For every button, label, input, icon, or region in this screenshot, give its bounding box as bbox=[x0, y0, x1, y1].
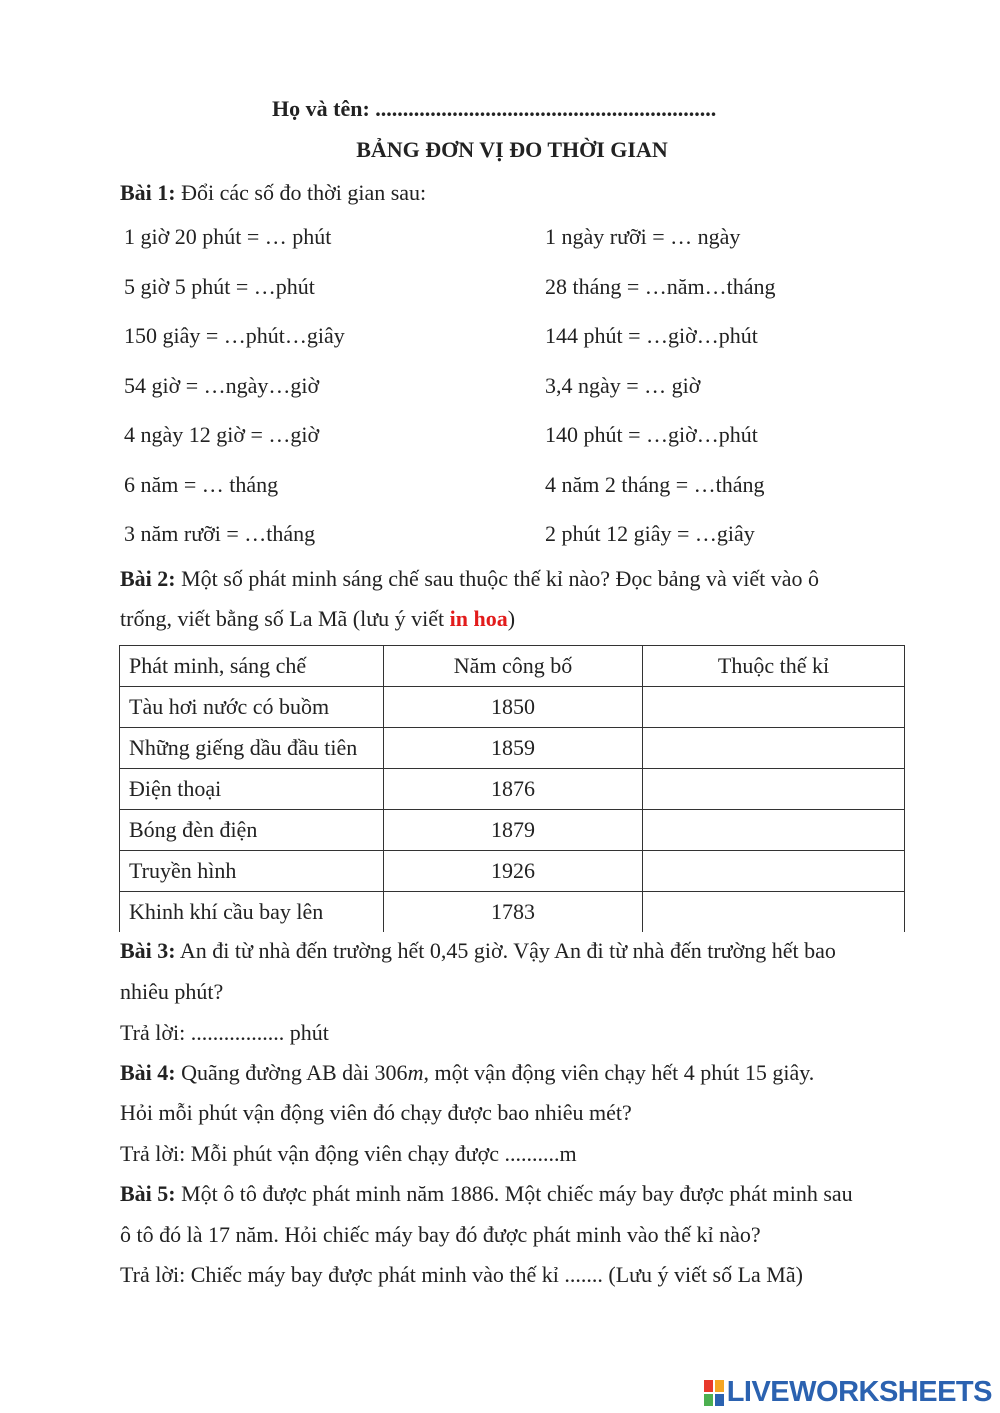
exercise-5-line1: Một ô tô được phát minh năm 1886. Một chiếc máy bay được phát minh sau bbox=[175, 1181, 853, 1206]
table-row bbox=[120, 687, 905, 728]
century-answer-cell[interactable] bbox=[643, 687, 905, 728]
year-cell: 1926 bbox=[384, 851, 643, 892]
century-answer-cell[interactable] bbox=[643, 892, 905, 933]
conversion-item[interactable]: 28 tháng = …năm…tháng bbox=[545, 274, 776, 299]
exercise-2-line1: Một số phát minh sáng chế sau thuộc thế kỉ nào? Đọc bảng và viết vào ô bbox=[175, 566, 819, 591]
exercise-1-label: Bài 1: bbox=[120, 180, 176, 205]
exercise-2-line2-close: ) bbox=[507, 606, 516, 631]
exercise-5-prompt bbox=[120, 1181, 853, 1207]
year-cell: 1783 bbox=[384, 892, 643, 933]
conversion-item[interactable]: 4 ngày 12 giờ = …giờ bbox=[124, 422, 320, 447]
table-row bbox=[120, 810, 905, 851]
name-dots[interactable]: .............................................................. bbox=[375, 96, 717, 121]
exercise-4-line2: Hỏi mỗi phút vận động viên đó chạy được bao nhiêu mét? bbox=[120, 1100, 632, 1125]
invention-cell: Bóng đèn điện bbox=[120, 810, 384, 851]
table-header-cell: Phát minh, sáng chế bbox=[120, 646, 384, 687]
century-answer-cell[interactable] bbox=[643, 810, 905, 851]
exercise-4-answer[interactable]: Trả lời: Mỗi phút vận động viên chạy được ..........m bbox=[120, 1141, 577, 1166]
invention-cell: Điện thoại bbox=[120, 769, 384, 810]
uppercase-emphasis: in hoa bbox=[449, 606, 508, 631]
exercise-5-line2: ô tô đó là 17 năm. Hỏi chiếc máy bay đó được phát minh vào thế kỉ nào? bbox=[120, 1222, 761, 1247]
exercise-4-prompt bbox=[120, 1060, 814, 1086]
name-label: Họ và tên: bbox=[272, 96, 376, 121]
conversion-item[interactable]: 4 năm 2 tháng = …tháng bbox=[545, 472, 765, 497]
exercise-1-prompt bbox=[120, 180, 426, 206]
exercise-2-line2-text: trống, viết bằng số La Mã (lưu ý viết bbox=[120, 606, 450, 631]
exercise-3-prompt bbox=[120, 938, 836, 964]
table-row bbox=[120, 728, 905, 769]
conversion-item[interactable]: 5 giờ 5 phút = …phút bbox=[124, 274, 315, 299]
conversion-item[interactable]: 140 phút = …giờ…phút bbox=[545, 422, 758, 447]
exercise-3-line2: nhiêu phút? bbox=[120, 979, 224, 1004]
exercise-3-line1: An đi từ nhà đến trường hết 0,45 giờ. Vậy An đi từ nhà đến trường hết bao bbox=[175, 938, 836, 963]
exercise-2-label: Bài 2: bbox=[120, 566, 176, 591]
year-cell: 1876 bbox=[384, 769, 643, 810]
exercise-1-text: Đổi các số đo thời gian sau: bbox=[175, 180, 427, 205]
invention-cell: Những giếng dầu đầu tiên bbox=[120, 728, 384, 769]
conversion-item[interactable]: 2 phút 12 giây = …giây bbox=[545, 521, 755, 546]
table-row bbox=[120, 892, 905, 933]
table-row bbox=[120, 851, 905, 892]
conversion-item[interactable]: 6 năm = … tháng bbox=[124, 472, 279, 497]
century-answer-cell[interactable] bbox=[643, 769, 905, 810]
exercise-3-label: Bài 3: bbox=[120, 938, 176, 963]
unit-meter: m bbox=[407, 1060, 424, 1085]
conversion-item[interactable]: 54 giờ = …ngày…giờ bbox=[124, 373, 320, 398]
exercise-2-line2 bbox=[120, 606, 515, 632]
exercise-2-prompt bbox=[120, 566, 819, 592]
conversion-item[interactable]: 3,4 ngày = … giờ bbox=[545, 373, 701, 398]
table-header-cell: Năm công bố bbox=[384, 646, 643, 687]
exercise-4-line1-text: Quãng đường AB dài 306 bbox=[175, 1060, 408, 1085]
conversion-item[interactable]: 1 ngày rưỡi = … ngày bbox=[545, 224, 741, 249]
table-row bbox=[120, 769, 905, 810]
invention-cell: Khinh khí cầu bay lên bbox=[120, 892, 384, 933]
conversion-item[interactable]: 3 năm rưỡi = …tháng bbox=[124, 521, 316, 546]
conversion-item[interactable]: 144 phút = …giờ…phút bbox=[545, 323, 758, 348]
exercise-5-label: Bài 5: bbox=[120, 1181, 176, 1206]
exercise-4-line1-end: , một vận động viên chạy hết 4 phút 15 giây. bbox=[423, 1060, 815, 1085]
liveworksheets-logo bbox=[704, 1376, 992, 1409]
exercise-4-label: Bài 4: bbox=[120, 1060, 176, 1085]
exercise-3-answer[interactable]: Trả lời: ................. phút bbox=[120, 1020, 329, 1045]
invention-cell: Tàu hơi nước có buồm bbox=[120, 687, 384, 728]
year-cell: 1879 bbox=[384, 810, 643, 851]
century-answer-cell[interactable] bbox=[643, 728, 905, 769]
year-cell: 1850 bbox=[384, 687, 643, 728]
name-line bbox=[272, 96, 716, 122]
conversion-item[interactable]: 1 giờ 20 phút = … phút bbox=[124, 224, 332, 249]
page-title: BẢNG ĐƠN VỊ ĐO THỜI GIAN bbox=[356, 137, 668, 162]
logo-text: LIVEWORKSHEETS bbox=[726, 1376, 992, 1408]
exercise-5-answer[interactable]: Trả lời: Chiếc máy bay được phát minh vào thế kỉ ....... (Lưu ý viết số La Mã) bbox=[120, 1262, 803, 1287]
conversion-item[interactable]: 150 giây = …phút…giây bbox=[124, 323, 345, 348]
logo-blocks-icon bbox=[704, 1380, 724, 1406]
table-header-cell: Thuộc thế kỉ bbox=[643, 646, 905, 687]
century-answer-cell[interactable] bbox=[643, 851, 905, 892]
table-header-row bbox=[120, 646, 905, 687]
year-cell: 1859 bbox=[384, 728, 643, 769]
inventions-table bbox=[119, 645, 905, 932]
invention-cell: Truyền hình bbox=[120, 851, 384, 892]
